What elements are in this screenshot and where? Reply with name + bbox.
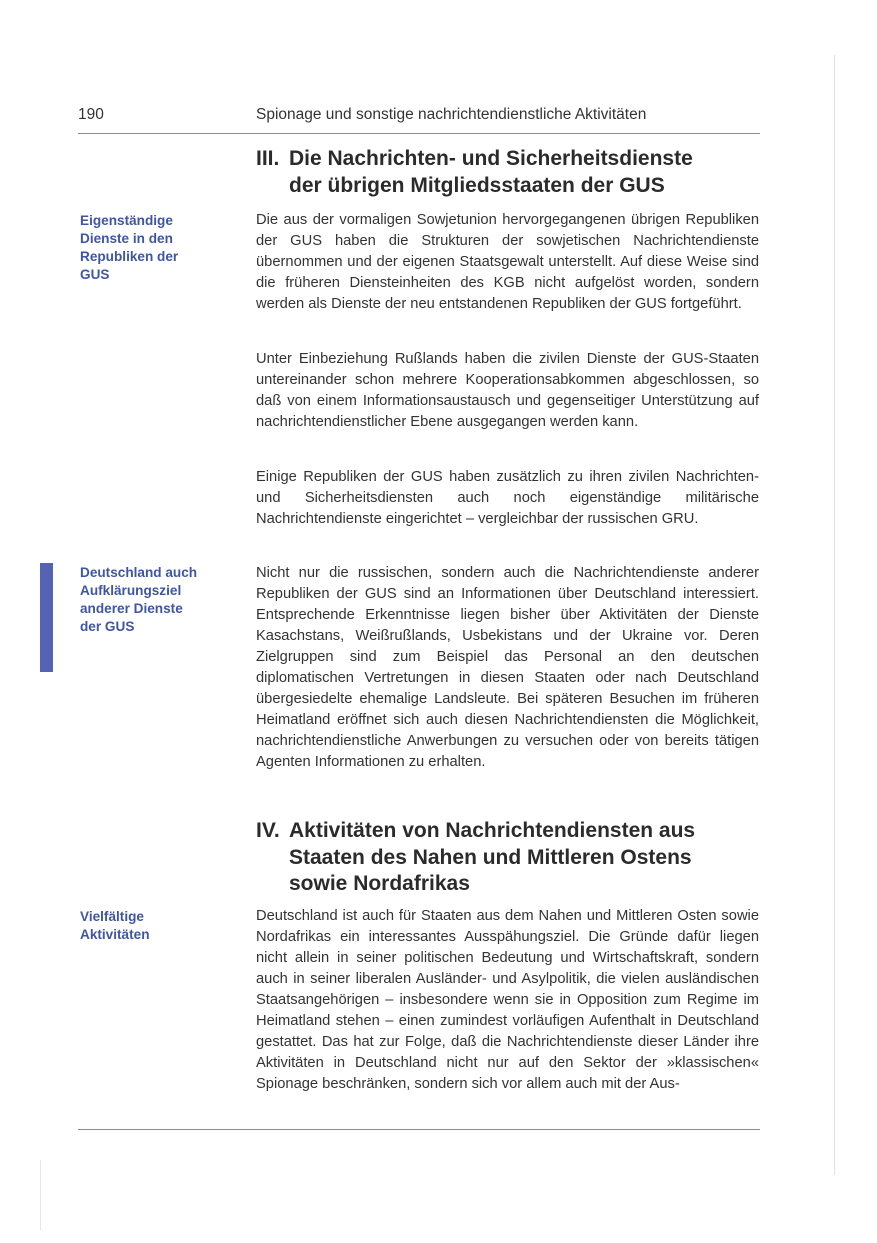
footer-rule — [78, 1129, 760, 1130]
header-rule — [78, 133, 760, 134]
page-number: 190 — [78, 106, 104, 123]
margin-note-deutschland-aufklaerungsziel: Deutschland auch Aufklärungsziel anderer Dienste der GUS — [80, 565, 198, 634]
margin-marker-bar — [40, 563, 53, 672]
section-3-title: Die Nachrichten- und Sicherheitsdienste der übrigen Mitgliedsstaaten der GUS — [289, 147, 693, 197]
page-header — [78, 106, 760, 132]
margin-note-eigenstaendige-dienste: Eigenständige Dienste in den Republiken der GUS — [80, 213, 179, 282]
page-edge-right — [834, 55, 835, 1175]
page-edge-left — [40, 1160, 41, 1230]
section-3-paragraph-3: Einige Republiken der GUS haben zusätzlich zu ihren zivilen Nachrichten- und Sicherheitsdiensten auch noch eigenständige militärische Nachrichtendienste eingerichtet – vergleichbar der russischen GRU. — [256, 469, 759, 527]
section-3-paragraph-4: Nicht nur die russischen, sondern auch die Nachrichtendienste anderer Republiken der GUS sind an Informationen über Deutschland interessiert. Entsprechende Erkenntnisse liegen bisher über Aktivitäten der Dienste Kasachstans, Weißrußlands, Usbekistans und der Ukraine vor. Deren Zielgruppen sind zum Beispiel das Personal an den deutschen diplomatischen Vertretungen in diesen Staaten oder nach Deutschland übergesiedelte ehemalige Landsleute. Bei späteren Besuchen im früheren Heimatland eröffnet sich auch diesen Nachrichtendiensten die Möglichkeit, nachrichtendienstliche Anwerbungen zu versuchen oder von bereits tätigen Agenten Informationen zu erhalten. — [256, 565, 759, 770]
section-4-heading — [256, 818, 776, 898]
section-3-paragraph-1: Die aus der vormaligen Sowjetunion hervorgegangenen übrigen Republiken der GUS haben die Strukturen der sowjetischen Nachrichtendienste übernommen und der eigenen Staatsgewalt unterstellt. Auf diese Weise sind die früheren Diensteinheiten des KGB nicht aufgelöst worden, sondern werden als Dienste der neu entstandenen Republiken der GUS fortgeführt. — [256, 212, 759, 312]
section-3-heading — [256, 146, 776, 199]
section-4-title: Aktivitäten von Nachrichtendiensten aus Staaten des Nahen und Mittleren Ostens sowie Nordafrikas — [289, 819, 696, 895]
section-3-paragraph-2: Unter Einbeziehung Rußlands haben die zivilen Dienste der GUS-Staaten untereinander schon mehrere Kooperationsabkommen abgeschlossen, so daß von einem Informationsaustausch und gegenseitiger Unterstützung auf nachrichtendienstlicher Ebene ausgegangen werden kann. — [256, 351, 759, 430]
margin-note-vielfaeltige-aktivitaeten: Vielfältige Aktivitäten — [80, 909, 150, 942]
section-4-paragraph-1: Deutschland ist auch für Staaten aus dem Nahen und Mittleren Osten sowie Nordafrikas ein interessantes Ausspähungsziel. Die Gründe dafür liegen nicht allein in seiner politischen Bedeutung und Wirtschaftskraft, sondern auch in seiner liberalen Ausländer- und Asylpolitik, die vielen ausländischen Staatsangehörigen – insbesondere wenn sie in Opposition zum Regime im Heimatland stehen – einen zumindest vorläufigen Aufenthalt in Deutschland gestattet. Das hat zur Folge, daß die Nachrichtendienste dieser Länder ihre Aktivitäten in Deutschland nicht nur auf den Sektor der »klassischen« Spionage beschränken, sondern sich vor allem auch mit der Aus- — [256, 908, 759, 1092]
running-head: Spionage und sonstige nachrichtendienstliche Aktivitäten — [256, 106, 647, 123]
section-4-number: IV. — [256, 819, 280, 842]
section-3-number: III. — [256, 147, 280, 170]
